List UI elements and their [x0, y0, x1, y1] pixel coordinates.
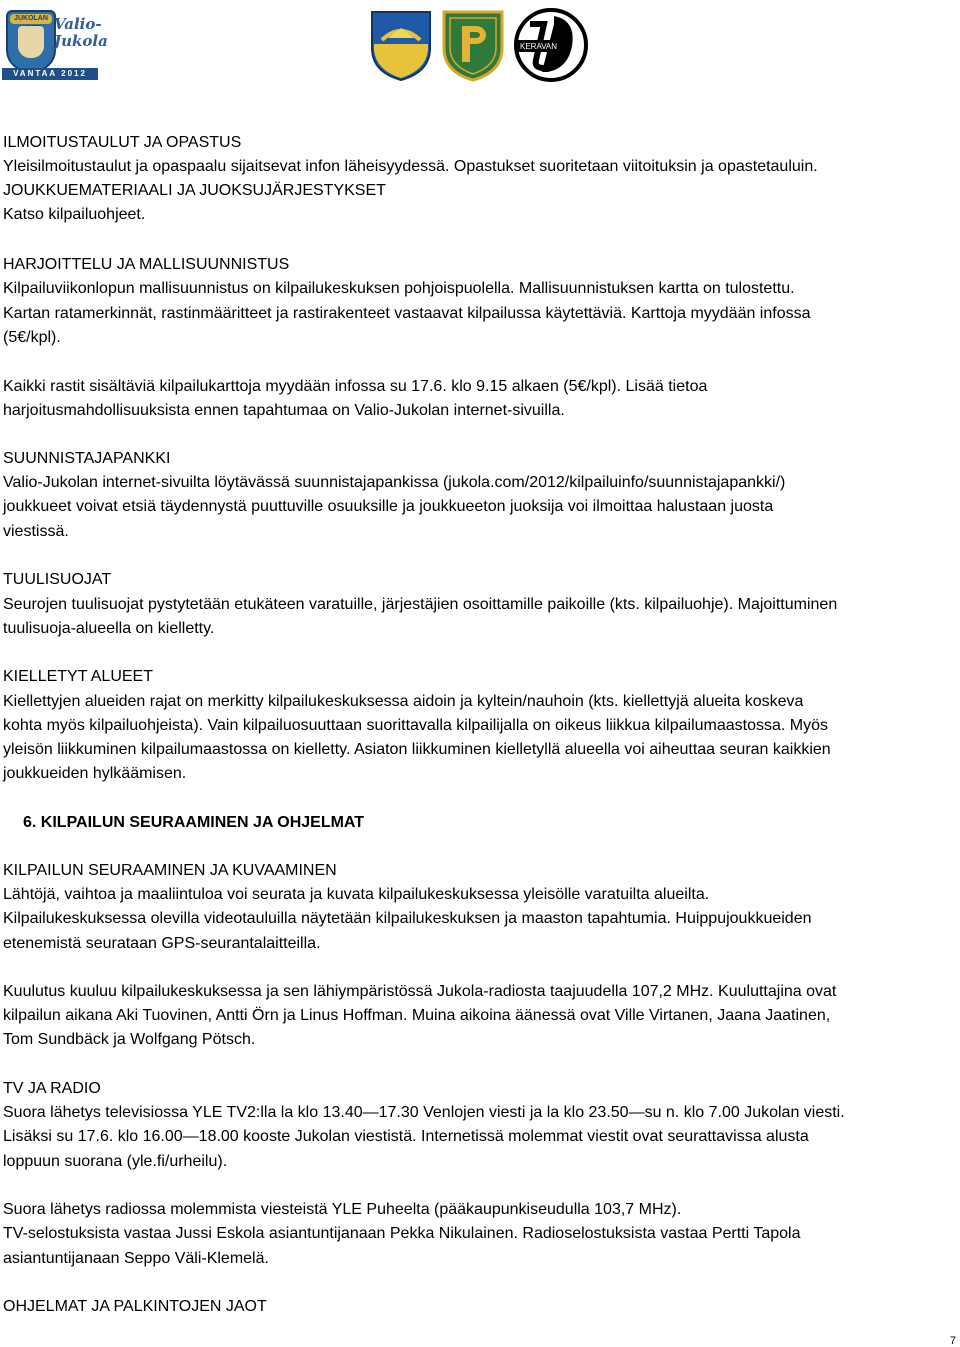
paragraph-line: loppuun suorana (yle.fi/urheilu).: [3, 1153, 228, 1170]
valio-script-text: Valio-Jukola: [54, 15, 108, 50]
section-heading: ILMOITUSTAULUT JA OPASTUS: [3, 134, 242, 151]
paragraph-line: Kilpailuviikonlopun mallisuunnistus on kilpailukeskuksen pohjoispuolella. Mallisuunnistuksen kartta on tulostettu.: [3, 280, 795, 297]
kerava-logo-text: KERAVAN: [520, 42, 558, 51]
paragraph-line: harjoitusmahdollisuuksista ennen tapahtumaa on Valio-Jukolan internet-sivuilla.: [3, 402, 565, 419]
paragraph-line: viestissä.: [3, 523, 69, 540]
paragraph-line: Katso kilpailuohjeet.: [3, 206, 146, 223]
paragraph-line: tuulisuoja-alueella on kielletty.: [3, 620, 215, 637]
paragraph-line: TV-selostuksista vastaa Jussi Eskola asiantuntijanaan Pekka Nikulainen. Radioselostuksista vastaa Pertti Tapola: [3, 1225, 801, 1242]
paragraph-line: Kartan ratamerkinnät, rastinmääritteet ja rastirakenteet vastaavat kilpailussa käytettäviä. Karttoja myydään infossa: [3, 305, 811, 322]
paragraph-line: Seurojen tuulisuojat pystytetään etukäteen varatuille, järjestäjien osoittamille paikoille (kts. kilpailuohje). Majoittuminen: [3, 596, 838, 613]
paragraph-line: yleisön liikkuminen kilpailumaastossa on kielletty. Asiaton liikkuminen kielletyllä alueella voi aiheuttaa seuran kaikkien: [3, 741, 831, 758]
section-heading: JOUKKUEMATERIAALI JA JUOKSUJÄRJESTYKSET: [3, 182, 386, 199]
valio-jukola-logo: [2, 6, 108, 80]
paragraph-line: Lisäksi su 17.6. klo 16.00—18.00 kooste Jukolan viestistä. Internetissä molemmat viestit ovat seurattavissa alusta: [3, 1128, 809, 1145]
page-number: 7: [949, 1335, 956, 1347]
paragraph-line: kohta myös kilpailuohjeista). Vain kilpailuosuuttaan suorittavalla kilpailijalla on oikeus liikkua kilpailumaastossa. Myös: [3, 717, 828, 734]
paragraph-line: Kaikki rastit sisältäviä kilpailukarttoja myydään infossa su 17.6. klo 9.15 alkaen (5€/kpl). Lisää tietoa: [3, 378, 708, 395]
paragraph-line: Kiellettyjen alueiden rajat on merkitty kilpailukeskuksessa aidoin ja kyltein/nauhoin (kts. kiellettyjä alueita koskeva: [3, 693, 804, 710]
paragraph-line: Suora lähetys radiossa molemmista viesteistä YLE Puheelta (pääkaupunkiseudulla 103,7 MHz).: [3, 1201, 682, 1218]
paragraph-line: Tom Sundbäck ja Wolfgang Pötsch.: [3, 1031, 256, 1048]
paragraph-line: (5€/kpl).: [3, 329, 61, 346]
paragraph-line: asiantuntijanaan Seppo Väli-Klemelä.: [3, 1250, 269, 1267]
section-heading: TUULISUOJAT: [3, 571, 112, 588]
club-shield-icon: [440, 8, 506, 82]
paragraph-line: etenemistä seurataan GPS-seurantalaitteilla.: [3, 935, 321, 952]
paragraph-line: Kilpailukeskuksessa olevilla videotauluilla näytetään kilpailukeskuksen ja maaston tapahtumia. Huippujoukkueiden: [3, 910, 812, 927]
section-heading: KIELLETYT ALUEET: [3, 668, 153, 685]
section-heading: SUUNNISTAJAPANKKI: [3, 450, 171, 467]
jukola-badge-icon: [6, 10, 56, 72]
paragraph-line: joukkueet voivat etsiä täydennystä puuttuville osuuksille ja joukkueeton juoksija voi ilmoittaa halustaan juosta: [3, 498, 774, 515]
paragraph-line: joukkueiden hylkäämisen.: [3, 765, 187, 782]
paragraph-line: Lähtöjä, vaihtoa ja maaliintuloa voi seurata ja kuvata kilpailukeskuksessa yleisölle varatuilta alueilta.: [3, 886, 710, 903]
chapter-heading: 6. KILPAILUN SEURAAMINEN JA OHJELMAT: [23, 814, 365, 831]
paragraph-line: Yleisilmoitustaulut ja opaspaalu sijaitsevat infon läheisyydessä. Opastukset suoritetaan viitoituksin ja opastetauluin.: [3, 158, 818, 175]
paragraph-line: Valio-Jukolan internet-sivuilta löytävässä suunnistajapankissa (jukola.com/2012/kilpailuinfo/suunnistajapankki/): [3, 474, 786, 491]
paragraph-line: kilpailun aikana Aki Tuovinen, Antti Örn ja Linus Hoffman. Muina aikoina äänessä ovat Ville Virtanen, Jaana Jaatinen,: [3, 1007, 831, 1024]
kerava-logo: [514, 6, 588, 84]
section-heading: TV JA RADIO: [3, 1080, 101, 1097]
logo-strip: [0, 6, 960, 86]
valio-year-text: VANTAA 2012: [2, 68, 98, 80]
coat-of-arms-icon: [368, 8, 434, 82]
badge-text: JUKOLAN: [10, 14, 52, 24]
paragraph-line: Kuulutus kuuluu kilpailukeskuksessa ja sen lähiympäristössä Jukola-radiosta taajuudella 107,2 MHz. Kuuluttajina ovat: [3, 983, 837, 1000]
paragraph-line: Suora lähetys televisiossa YLE TV2:lla la klo 13.40—17.30 Venlojen viesti ja la klo 23.50—su n. klo 7.00 Jukolan viesti.: [3, 1104, 845, 1121]
section-heading: OHJELMAT JA PALKINTOJEN JAOT: [3, 1298, 267, 1315]
section-heading: HARJOITTELU JA MALLISUUNNISTUS: [3, 256, 290, 273]
section-heading: KILPAILUN SEURAAMINEN JA KUVAAMINEN: [3, 862, 337, 879]
